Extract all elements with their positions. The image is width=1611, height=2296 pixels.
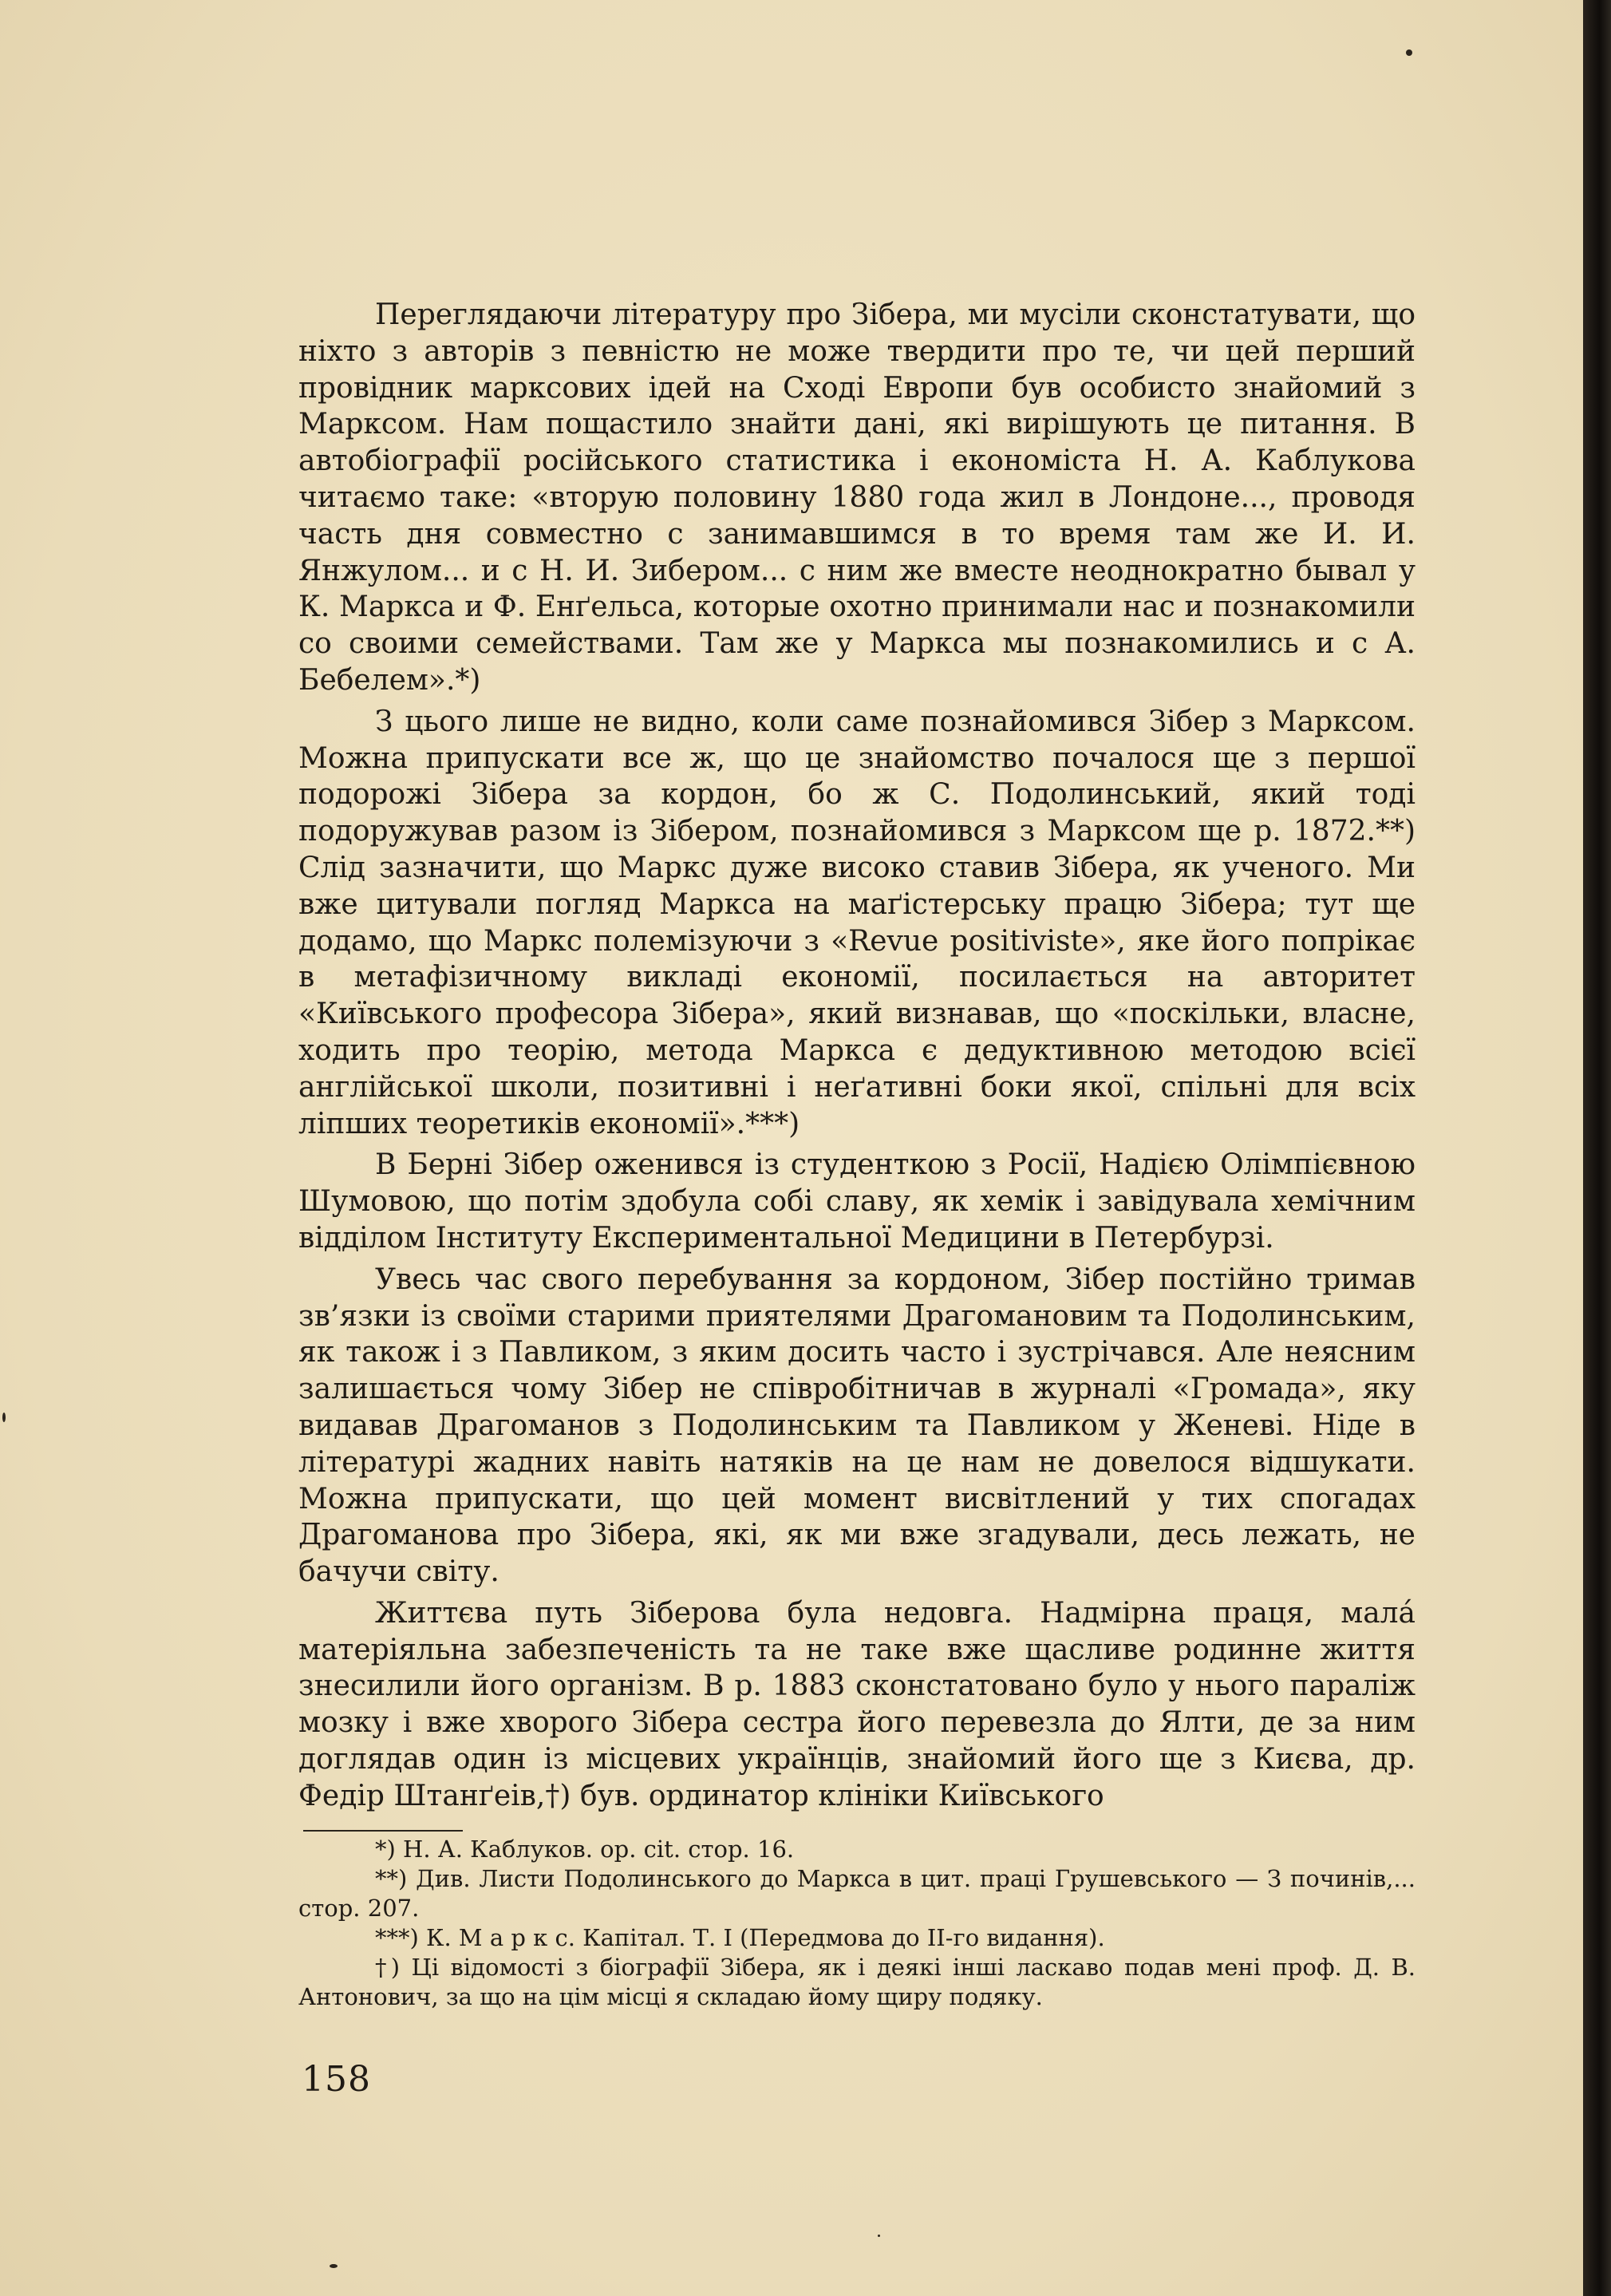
footnote: ***) К. М а р к с. Капітал. Т. І (Передмова до ІІ-го видання). — [375, 1924, 1105, 1951]
ink-speck — [2, 1413, 6, 1422]
paragraph: Увесь час свого перебування за кордоном, Зібер постійно тримав зв’язки із своїми старими приятелями Драгомановим та Подолинським, як також і з Павликом, з яким досить часто і зустрічався. Але неясним залишається чому Зібер не співробітничав в журналі «Громада», яку видавав Драгоманов з Подолинським та Павликом у Женеві. Ніде в літературі жадних навіть натяків на це нам не довелося відшукати. Можна припускати, що цей момент висвітлений у тих спогадах Драгоманова про Зібера, які, як ми вже згадували, десь лежать, не бачучи світу. — [298, 1263, 1416, 1589]
footnote: **) Див. Листи Подолинського до Маркса в цит. праці Грушевського — З починів,... стор. 207. — [298, 1865, 1416, 1922]
ink-speck — [878, 2235, 880, 2237]
book-spine-edge — [1583, 0, 1611, 2296]
ink-speck — [1406, 49, 1412, 56]
footnote: *) Н. А. Каблуков. op. cit. стор. 16. — [375, 1836, 795, 1863]
paragraph: В Берні Зібер оженився із студенткою з Росії, Надією Олімпієвною Шумовою, що потім здобула собі славу, як хемік і завідувала хемічним відділом Інституту Експериментальної Медицини в Петербурзі. — [298, 1148, 1416, 1255]
footnote-divider — [303, 1830, 463, 1832]
paragraph: Переглядаючи літературу про Зібера, ми мусіли сконстатувати, що ніхто з авторів з певністю не може твердити про те, чи цей перший провідник марксових ідей на Сході Европи був особисто знайомий з Марксом. Нам пощастило знайти дані, які вирішують це питання. В автобіографії російського статистика і економіста Н. А. Каблукова читаємо таке: «вторую половину 1880 года жил в Лондоне..., проводя часть дня совместно с занимавшимся в то время там же И. И. Янжулом... и с Н. И. Зибером... с ним же вместе неоднократно бывал у К. Маркса и Ф. Енґельса, которые охотно принимали нас и познакомили со своими семействами. Там же у Маркса мы познакомились и с А. Бебелем».*) — [298, 298, 1416, 697]
main-text — [298, 297, 1416, 1815]
footnote: †) Ці відомості з біографії Зібера, як і деякі інші ласкаво подав мені проф. Д. В. Антонович, за що на цім місці я складаю йому щиру подяку. — [298, 1954, 1416, 2010]
ink-speck — [330, 2264, 338, 2268]
page-number: 158 — [302, 2059, 371, 2100]
paragraph: З цього лише не видно, коли саме познайомився Зібер з Марксом. Можна припускати все ж, що це знайомство почалося ще з першої подорожі Зібера за кордон, бо ж С. Подолинський, який тоді подоружував разом із Зібером, познайомився з Марксом ще р. 1872.**) Слід зазначити, що Маркс дуже високо ставив Зібера, як ученого. Ми вже цитували погляд Маркса на маґістерську працю Зібера; тут ще додамо, що Маркс полемізуючи з «Revue positiviste», яке його попрікає в метафізичному викладі економії, посилається на авторитет «Київського професора Зібера», який визнавав, що «поскільки, власне, ходить про теорію, метода Маркса є дедуктивною методою всієї англійської школи, позитивні і неґативні боки якої, спільні для всіх ліпших теоретиків економії».***) — [298, 705, 1416, 1140]
paragraph: Життєва путь Зіберова була недовга. Надмірна праця, мала́ матеріяльна забезпеченість та не таке вже щасливе родинне життя знесилили його організм. В р. 1883 сконстатовано було у нього параліж мозку і вже хворого Зібера сестра його перевезла до Ялти, де за ним доглядав один із місцевих українців, знайомий його ще з Києва, др. Федір Штанґеів,†) був. ординатор клініки Київського — [298, 1596, 1416, 1812]
footnotes — [298, 1835, 1416, 2012]
